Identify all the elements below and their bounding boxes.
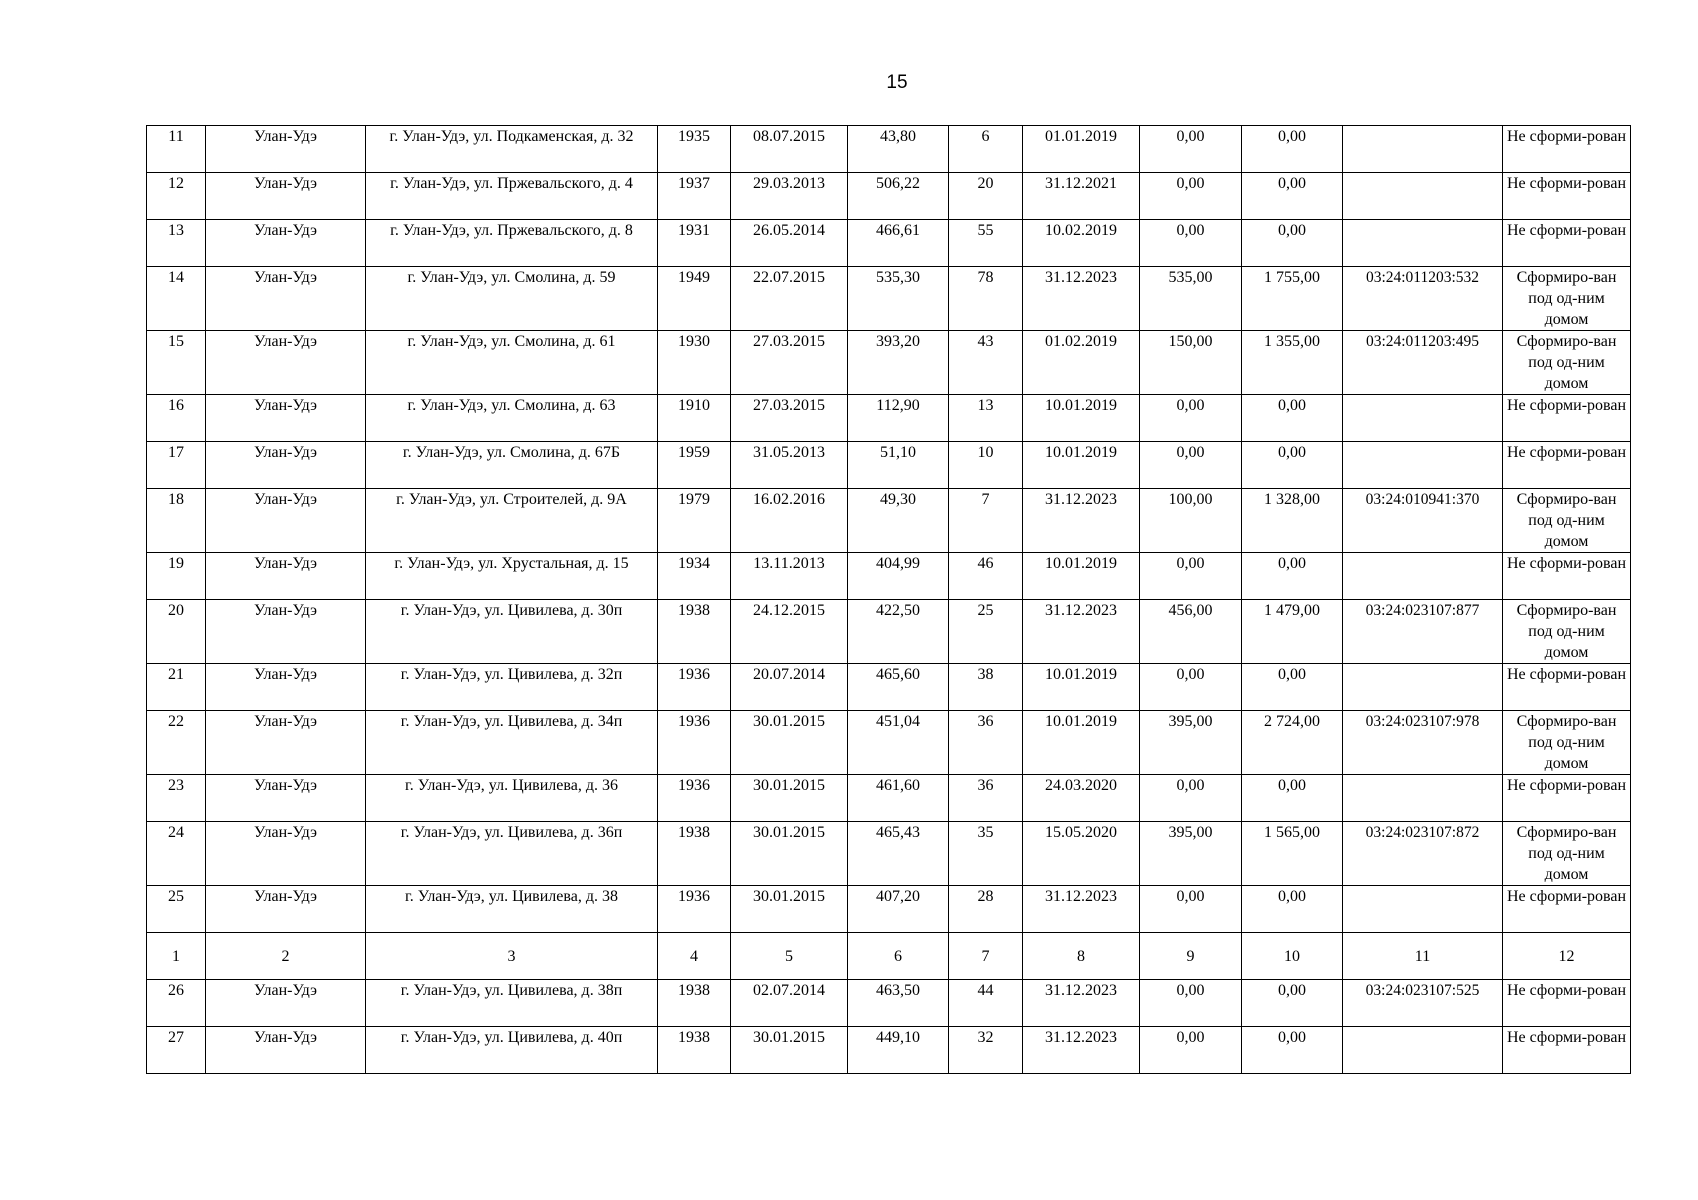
row-number: 25 bbox=[147, 886, 206, 933]
year-cell: 1938 bbox=[658, 600, 731, 664]
residents-cell: 35 bbox=[949, 822, 1023, 886]
cadastral-number-cell: 03:24:010941:370 bbox=[1343, 489, 1503, 553]
date-cell: 02.07.2014 bbox=[731, 980, 848, 1027]
cadastral-number-cell bbox=[1343, 553, 1503, 600]
city-cell: Улан-Удэ bbox=[206, 886, 366, 933]
city-cell: Улан-Удэ bbox=[206, 553, 366, 600]
residents-cell: 36 bbox=[949, 775, 1023, 822]
land-area-cell: 395,00 bbox=[1140, 711, 1242, 775]
status-cell: Не сформи-рован bbox=[1503, 553, 1631, 600]
land-area-cell: 395,00 bbox=[1140, 822, 1242, 886]
land-area-cell: 0,00 bbox=[1140, 173, 1242, 220]
residents-cell: 55 bbox=[949, 220, 1023, 267]
deadline-cell: 31.12.2023 bbox=[1023, 980, 1140, 1027]
land-area-cell: 0,00 bbox=[1140, 886, 1242, 933]
row-number: 15 bbox=[147, 331, 206, 395]
year-cell: 1938 bbox=[658, 822, 731, 886]
area-cell: 43,80 bbox=[848, 126, 949, 173]
land-area-cell: 0,00 bbox=[1140, 1027, 1242, 1074]
date-cell: 24.12.2015 bbox=[731, 600, 848, 664]
status-cell: Сформиро-ван под од-ним домом bbox=[1503, 600, 1631, 664]
cadastral-number-cell bbox=[1343, 126, 1503, 173]
land-area-cell: 535,00 bbox=[1140, 267, 1242, 331]
column-number-cell: 6 bbox=[848, 933, 949, 980]
table-row bbox=[147, 331, 1631, 395]
date-cell: 27.03.2015 bbox=[731, 331, 848, 395]
city-cell: Улан-Удэ bbox=[206, 822, 366, 886]
cadastral-number-cell bbox=[1343, 664, 1503, 711]
row-number: 26 bbox=[147, 980, 206, 1027]
table-row bbox=[147, 886, 1631, 933]
deadline-cell: 24.03.2020 bbox=[1023, 775, 1140, 822]
table-row bbox=[147, 664, 1631, 711]
land-area-cell: 0,00 bbox=[1140, 220, 1242, 267]
area-cell: 463,50 bbox=[848, 980, 949, 1027]
address-cell: г. Улан-Удэ, ул. Цивилева, д. 36 bbox=[366, 775, 658, 822]
land-area-cell: 0,00 bbox=[1140, 980, 1242, 1027]
deadline-cell: 10.01.2019 bbox=[1023, 711, 1140, 775]
year-cell: 1936 bbox=[658, 775, 731, 822]
date-cell: 20.07.2014 bbox=[731, 664, 848, 711]
table-row bbox=[147, 220, 1631, 267]
area-cell: 449,10 bbox=[848, 1027, 949, 1074]
city-cell: Улан-Удэ bbox=[206, 711, 366, 775]
city-cell: Улан-Удэ bbox=[206, 1027, 366, 1074]
row-number: 27 bbox=[147, 1027, 206, 1074]
address-cell: г. Улан-Удэ, ул. Цивилева, д. 30п bbox=[366, 600, 658, 664]
cadastral-number-cell bbox=[1343, 173, 1503, 220]
deadline-cell: 31.12.2023 bbox=[1023, 267, 1140, 331]
cadastral-number-cell: 03:24:011203:532 bbox=[1343, 267, 1503, 331]
deadline-cell: 31.12.2023 bbox=[1023, 1027, 1140, 1074]
area2-cell: 1 755,00 bbox=[1242, 267, 1343, 331]
residents-cell: 32 bbox=[949, 1027, 1023, 1074]
table-row bbox=[147, 442, 1631, 489]
city-cell: Улан-Удэ bbox=[206, 395, 366, 442]
city-cell: Улан-Удэ bbox=[206, 331, 366, 395]
area2-cell: 0,00 bbox=[1242, 775, 1343, 822]
row-number: 24 bbox=[147, 822, 206, 886]
area-cell: 422,50 bbox=[848, 600, 949, 664]
date-cell: 13.11.2013 bbox=[731, 553, 848, 600]
land-area-cell: 0,00 bbox=[1140, 442, 1242, 489]
area2-cell: 0,00 bbox=[1242, 980, 1343, 1027]
address-cell: г. Улан-Удэ, ул. Цивилева, д. 34п bbox=[366, 711, 658, 775]
column-number-row bbox=[147, 933, 1631, 980]
land-area-cell: 150,00 bbox=[1140, 331, 1242, 395]
cadastral-number-cell bbox=[1343, 442, 1503, 489]
cadastral-number-cell bbox=[1343, 395, 1503, 442]
date-cell: 08.07.2015 bbox=[731, 126, 848, 173]
address-cell: г. Улан-Удэ, ул. Цивилева, д. 38п bbox=[366, 980, 658, 1027]
area2-cell: 1 565,00 bbox=[1242, 822, 1343, 886]
status-cell: Не сформи-рован bbox=[1503, 1027, 1631, 1074]
address-cell: г. Улан-Удэ, ул. Смолина, д. 67Б bbox=[366, 442, 658, 489]
column-number-cell: 8 bbox=[1023, 933, 1140, 980]
row-number: 19 bbox=[147, 553, 206, 600]
table-row bbox=[147, 1027, 1631, 1074]
city-cell: Улан-Удэ bbox=[206, 126, 366, 173]
table-row bbox=[147, 489, 1631, 553]
year-cell: 1931 bbox=[658, 220, 731, 267]
row-number: 12 bbox=[147, 173, 206, 220]
area-cell: 465,43 bbox=[848, 822, 949, 886]
status-cell: Не сформи-рован bbox=[1503, 775, 1631, 822]
address-cell: г. Улан-Удэ, ул. Смолина, д. 63 bbox=[366, 395, 658, 442]
land-area-cell: 0,00 bbox=[1140, 775, 1242, 822]
table-row bbox=[147, 553, 1631, 600]
row-number: 14 bbox=[147, 267, 206, 331]
column-number-cell: 1 bbox=[147, 933, 206, 980]
area2-cell: 0,00 bbox=[1242, 442, 1343, 489]
city-cell: Улан-Удэ bbox=[206, 267, 366, 331]
status-cell: Не сформи-рован bbox=[1503, 664, 1631, 711]
area-cell: 112,90 bbox=[848, 395, 949, 442]
table-row bbox=[147, 600, 1631, 664]
status-cell: Не сформи-рован bbox=[1503, 980, 1631, 1027]
housing-registry-table bbox=[146, 125, 1631, 1074]
residents-cell: 36 bbox=[949, 711, 1023, 775]
deadline-cell: 31.12.2023 bbox=[1023, 600, 1140, 664]
area-cell: 506,22 bbox=[848, 173, 949, 220]
deadline-cell: 31.12.2023 bbox=[1023, 489, 1140, 553]
area2-cell: 0,00 bbox=[1242, 1027, 1343, 1074]
address-cell: г. Улан-Удэ, ул. Смолина, д. 59 bbox=[366, 267, 658, 331]
status-cell: Не сформи-рован bbox=[1503, 173, 1631, 220]
status-cell: Сформиро-ван под од-ним домом bbox=[1503, 331, 1631, 395]
column-number-cell: 3 bbox=[366, 933, 658, 980]
address-cell: г. Улан-Удэ, ул. Цивилева, д. 40п bbox=[366, 1027, 658, 1074]
cadastral-number-cell bbox=[1343, 775, 1503, 822]
cadastral-number-cell: 03:24:023107:525 bbox=[1343, 980, 1503, 1027]
table-row bbox=[147, 267, 1631, 331]
date-cell: 30.01.2015 bbox=[731, 886, 848, 933]
address-cell: г. Улан-Удэ, ул. Цивилева, д. 32п bbox=[366, 664, 658, 711]
cadastral-number-cell: 03:24:023107:872 bbox=[1343, 822, 1503, 886]
deadline-cell: 10.01.2019 bbox=[1023, 395, 1140, 442]
deadline-cell: 10.01.2019 bbox=[1023, 553, 1140, 600]
address-cell: г. Улан-Удэ, ул. Строителей, д. 9А bbox=[366, 489, 658, 553]
row-number: 13 bbox=[147, 220, 206, 267]
status-cell: Не сформи-рован bbox=[1503, 395, 1631, 442]
deadline-cell: 01.01.2019 bbox=[1023, 126, 1140, 173]
row-number: 22 bbox=[147, 711, 206, 775]
area-cell: 404,99 bbox=[848, 553, 949, 600]
address-cell: г. Улан-Удэ, ул. Пржевальского, д. 8 bbox=[366, 220, 658, 267]
area2-cell: 0,00 bbox=[1242, 553, 1343, 600]
residents-cell: 7 bbox=[949, 489, 1023, 553]
row-number: 11 bbox=[147, 126, 206, 173]
deadline-cell: 10.01.2019 bbox=[1023, 442, 1140, 489]
land-area-cell: 0,00 bbox=[1140, 395, 1242, 442]
status-cell: Сформиро-ван под од-ним домом bbox=[1503, 822, 1631, 886]
date-cell: 30.01.2015 bbox=[731, 822, 848, 886]
status-cell: Не сформи-рован bbox=[1503, 126, 1631, 173]
deadline-cell: 10.02.2019 bbox=[1023, 220, 1140, 267]
cadastral-number-cell: 03:24:011203:495 bbox=[1343, 331, 1503, 395]
status-cell: Сформиро-ван под од-ним домом bbox=[1503, 711, 1631, 775]
area-cell: 51,10 bbox=[848, 442, 949, 489]
residents-cell: 44 bbox=[949, 980, 1023, 1027]
address-cell: г. Улан-Удэ, ул. Цивилева, д. 36п bbox=[366, 822, 658, 886]
year-cell: 1949 bbox=[658, 267, 731, 331]
column-number-cell: 10 bbox=[1242, 933, 1343, 980]
status-cell: Не сформи-рован bbox=[1503, 442, 1631, 489]
table-row bbox=[147, 126, 1631, 173]
deadline-cell: 10.01.2019 bbox=[1023, 664, 1140, 711]
address-cell: г. Улан-Удэ, ул. Смолина, д. 61 bbox=[366, 331, 658, 395]
status-cell: Не сформи-рован bbox=[1503, 220, 1631, 267]
residents-cell: 20 bbox=[949, 173, 1023, 220]
page-number: 15 bbox=[886, 72, 908, 93]
column-number-cell: 4 bbox=[658, 933, 731, 980]
year-cell: 1936 bbox=[658, 711, 731, 775]
date-cell: 16.02.2016 bbox=[731, 489, 848, 553]
area2-cell: 0,00 bbox=[1242, 395, 1343, 442]
row-number: 18 bbox=[147, 489, 206, 553]
address-cell: г. Улан-Удэ, ул. Цивилева, д. 38 bbox=[366, 886, 658, 933]
year-cell: 1910 bbox=[658, 395, 731, 442]
area2-cell: 0,00 bbox=[1242, 173, 1343, 220]
year-cell: 1959 bbox=[658, 442, 731, 489]
date-cell: 22.07.2015 bbox=[731, 267, 848, 331]
status-cell: Сформиро-ван под од-ним домом bbox=[1503, 267, 1631, 331]
area-cell: 535,30 bbox=[848, 267, 949, 331]
area-cell: 49,30 bbox=[848, 489, 949, 553]
date-cell: 31.05.2013 bbox=[731, 442, 848, 489]
column-number-cell: 5 bbox=[731, 933, 848, 980]
residents-cell: 10 bbox=[949, 442, 1023, 489]
deadline-cell: 15.05.2020 bbox=[1023, 822, 1140, 886]
table-row bbox=[147, 822, 1631, 886]
year-cell: 1935 bbox=[658, 126, 731, 173]
land-area-cell: 0,00 bbox=[1140, 664, 1242, 711]
year-cell: 1936 bbox=[658, 886, 731, 933]
residents-cell: 28 bbox=[949, 886, 1023, 933]
row-number: 16 bbox=[147, 395, 206, 442]
deadline-cell: 31.12.2021 bbox=[1023, 173, 1140, 220]
row-number: 23 bbox=[147, 775, 206, 822]
city-cell: Улан-Удэ bbox=[206, 664, 366, 711]
address-cell: г. Улан-Удэ, ул. Пржевальского, д. 4 bbox=[366, 173, 658, 220]
row-number: 21 bbox=[147, 664, 206, 711]
land-area-cell: 0,00 bbox=[1140, 126, 1242, 173]
city-cell: Улан-Удэ bbox=[206, 489, 366, 553]
cadastral-number-cell: 03:24:023107:978 bbox=[1343, 711, 1503, 775]
city-cell: Улан-Удэ bbox=[206, 442, 366, 489]
area-cell: 407,20 bbox=[848, 886, 949, 933]
city-cell: Улан-Удэ bbox=[206, 775, 366, 822]
land-area-cell: 456,00 bbox=[1140, 600, 1242, 664]
table-row bbox=[147, 980, 1631, 1027]
area2-cell: 1 328,00 bbox=[1242, 489, 1343, 553]
date-cell: 29.03.2013 bbox=[731, 173, 848, 220]
year-cell: 1936 bbox=[658, 664, 731, 711]
date-cell: 30.01.2015 bbox=[731, 711, 848, 775]
area2-cell: 0,00 bbox=[1242, 664, 1343, 711]
year-cell: 1938 bbox=[658, 980, 731, 1027]
status-cell: Сформиро-ван под од-ним домом bbox=[1503, 489, 1631, 553]
city-cell: Улан-Удэ bbox=[206, 980, 366, 1027]
area-cell: 393,20 bbox=[848, 331, 949, 395]
area-cell: 465,60 bbox=[848, 664, 949, 711]
area2-cell: 1 355,00 bbox=[1242, 331, 1343, 395]
residents-cell: 6 bbox=[949, 126, 1023, 173]
city-cell: Улан-Удэ bbox=[206, 173, 366, 220]
address-cell: г. Улан-Удэ, ул. Хрустальная, д. 15 bbox=[366, 553, 658, 600]
address-cell: г. Улан-Удэ, ул. Подкаменская, д. 32 bbox=[366, 126, 658, 173]
date-cell: 30.01.2015 bbox=[731, 1027, 848, 1074]
land-area-cell: 100,00 bbox=[1140, 489, 1242, 553]
area2-cell: 0,00 bbox=[1242, 126, 1343, 173]
table-row bbox=[147, 775, 1631, 822]
column-number-cell: 2 bbox=[206, 933, 366, 980]
residents-cell: 43 bbox=[949, 331, 1023, 395]
status-cell: Не сформи-рован bbox=[1503, 886, 1631, 933]
column-number-cell: 9 bbox=[1140, 933, 1242, 980]
year-cell: 1979 bbox=[658, 489, 731, 553]
city-cell: Улан-Удэ bbox=[206, 600, 366, 664]
column-number-cell: 11 bbox=[1343, 933, 1503, 980]
cadastral-number-cell bbox=[1343, 1027, 1503, 1074]
year-cell: 1937 bbox=[658, 173, 731, 220]
year-cell: 1938 bbox=[658, 1027, 731, 1074]
residents-cell: 38 bbox=[949, 664, 1023, 711]
area2-cell: 0,00 bbox=[1242, 220, 1343, 267]
table-row bbox=[147, 711, 1631, 775]
column-number-cell: 7 bbox=[949, 933, 1023, 980]
area2-cell: 0,00 bbox=[1242, 886, 1343, 933]
cadastral-number-cell bbox=[1343, 886, 1503, 933]
row-number: 17 bbox=[147, 442, 206, 489]
residents-cell: 13 bbox=[949, 395, 1023, 442]
row-number: 20 bbox=[147, 600, 206, 664]
area-cell: 451,04 bbox=[848, 711, 949, 775]
date-cell: 27.03.2015 bbox=[731, 395, 848, 442]
date-cell: 30.01.2015 bbox=[731, 775, 848, 822]
table-row bbox=[147, 173, 1631, 220]
area2-cell: 1 479,00 bbox=[1242, 600, 1343, 664]
area-cell: 466,61 bbox=[848, 220, 949, 267]
date-cell: 26.05.2014 bbox=[731, 220, 848, 267]
deadline-cell: 31.12.2023 bbox=[1023, 886, 1140, 933]
cadastral-number-cell: 03:24:023107:877 bbox=[1343, 600, 1503, 664]
area2-cell: 2 724,00 bbox=[1242, 711, 1343, 775]
residents-cell: 25 bbox=[949, 600, 1023, 664]
year-cell: 1930 bbox=[658, 331, 731, 395]
column-number-cell: 12 bbox=[1503, 933, 1631, 980]
land-area-cell: 0,00 bbox=[1140, 553, 1242, 600]
deadline-cell: 01.02.2019 bbox=[1023, 331, 1140, 395]
cadastral-number-cell bbox=[1343, 220, 1503, 267]
area-cell: 461,60 bbox=[848, 775, 949, 822]
residents-cell: 78 bbox=[949, 267, 1023, 331]
year-cell: 1934 bbox=[658, 553, 731, 600]
residents-cell: 46 bbox=[949, 553, 1023, 600]
table-row bbox=[147, 395, 1631, 442]
city-cell: Улан-Удэ bbox=[206, 220, 366, 267]
